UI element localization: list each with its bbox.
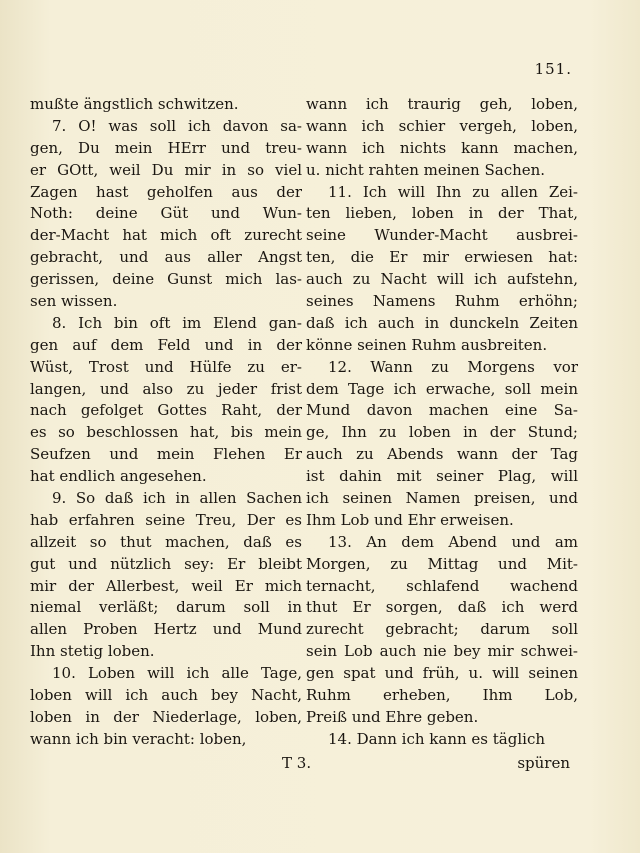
text-line: Seufzen und mein Flehen Er	[30, 445, 302, 464]
text-line: wann ich traurig geh, loben,	[306, 95, 578, 113]
text-line: Preiß und Ehre geben.	[306, 707, 479, 726]
text-line: nach gefolget Gottes Raht, der	[30, 401, 302, 420]
page-footer	[0, 754, 640, 780]
text-line: thut Er sorgen, daß ich werd	[306, 598, 578, 617]
text-line: gut und nützlich sey: Er bleibt	[30, 554, 302, 573]
text-line: 14. Dann ich kann es täglich	[328, 729, 546, 748]
text-line: allen Proben Hertz und Mund	[30, 620, 302, 639]
text-line: Mund davon machen eine Sa-	[306, 401, 578, 420]
text-line: ternacht, schlafend wachend	[306, 576, 578, 595]
text-line: mir der Allerbest, weil Er mich	[30, 576, 302, 595]
text-line: er GOtt, weil Du mir in so viel	[30, 160, 302, 179]
text-line: ge, Ihn zu loben in der Stund;	[306, 423, 578, 442]
text-line: Noth: deine Güt und Wun-	[30, 204, 302, 223]
text-line: hat endlich angesehen.	[30, 467, 207, 486]
catchword: spüren	[517, 754, 570, 772]
text-line: Ihm Lob und Ehr erweisen.	[306, 510, 514, 529]
page-number: 151.	[534, 60, 572, 78]
text-line: Ruhm erheben, Ihm Lob,	[306, 686, 578, 705]
text-line: ist dahin mit seiner Plag, will	[306, 467, 578, 486]
text-line: Ihn stetig loben.	[30, 642, 155, 661]
text-line: ich seinen Namen preisen, und	[306, 489, 578, 508]
signature-mark: T 3.	[282, 754, 312, 772]
text-line: dem Tage ich erwache, soll mein	[306, 379, 578, 398]
text-line: wann ich schier vergeh, loben,	[306, 116, 578, 135]
text-line: daß ich auch in dunckeln Zeiten	[306, 313, 578, 332]
text-line: allzeit so thut machen, daß es	[30, 532, 302, 551]
text-line: gen auf dem Feld und in der	[30, 335, 302, 354]
right-column	[306, 94, 578, 751]
text-line: 13. An dem Abend und am	[328, 532, 578, 551]
left-column	[30, 94, 302, 751]
text-line: gerissen, deine Gunst mich las-	[30, 270, 302, 289]
text-line: wann ich nichts kann machen,	[306, 138, 578, 157]
text-line: auch zu Abends wann der Tag	[306, 445, 578, 464]
text-line: loben in der Niederlage, loben,	[30, 707, 302, 726]
text-line: Zagen hast geholfen aus der	[30, 182, 302, 201]
text-line: 8. Ich bin oft im Elend gan-	[52, 313, 302, 332]
text-line: niemal verläßt; darum soll in	[30, 598, 302, 617]
text-line: mußte ängstlich schwitzen.	[30, 95, 239, 113]
text-line: Morgen, zu Mittag und Mit-	[306, 554, 578, 573]
text-line: ten, die Er mir erwiesen hat:	[306, 248, 578, 267]
text-line: seines Namens Ruhm erhöhn;	[306, 292, 578, 311]
text-line: 7. O! was soll ich davon sa-	[52, 116, 302, 135]
text-line: langen, und also zu jeder frist	[30, 379, 302, 398]
text-line: wann ich bin veracht: loben,	[30, 729, 247, 748]
text-line: Wüst, Trost und Hülfe zu er-	[30, 357, 302, 376]
text-line: seine Wunder-Macht ausbrei-	[306, 226, 578, 245]
text-line: 9. So daß ich in allen Sachen	[52, 489, 302, 508]
text-line: 12. Wann zu Morgens vor	[328, 357, 578, 376]
text-line: gen spat und früh, u. will seinen	[306, 664, 578, 683]
text-line: gebracht, und aus aller Angst	[30, 248, 302, 267]
text-line: der-Macht hat mich oft zurecht	[30, 226, 302, 245]
text-line: zurecht gebracht; darum soll	[306, 620, 578, 639]
text-line: sen wissen.	[30, 292, 118, 311]
text-line: 11. Ich will Ihn zu allen Zei-	[328, 182, 578, 201]
text-line: 10. Loben will ich alle Tage,	[52, 664, 302, 683]
text-line: ten lieben, loben in der That,	[306, 204, 578, 223]
text-line: u. nicht rahten meinen Sachen.	[306, 160, 546, 179]
text-line: auch zu Nacht will ich aufstehn,	[306, 270, 578, 289]
text-line: loben will ich auch bey Nacht,	[30, 686, 302, 705]
text-line: könne seinen Ruhm ausbreiten.	[306, 335, 548, 354]
text-line: sein Lob auch nie bey mir schwei-	[306, 642, 578, 661]
text-line: es so beschlossen hat, bis mein	[30, 423, 302, 442]
text-line: gen, Du mein HErr und treu-	[30, 138, 302, 157]
text-line: hab erfahren seine Treu, Der es	[30, 510, 302, 529]
